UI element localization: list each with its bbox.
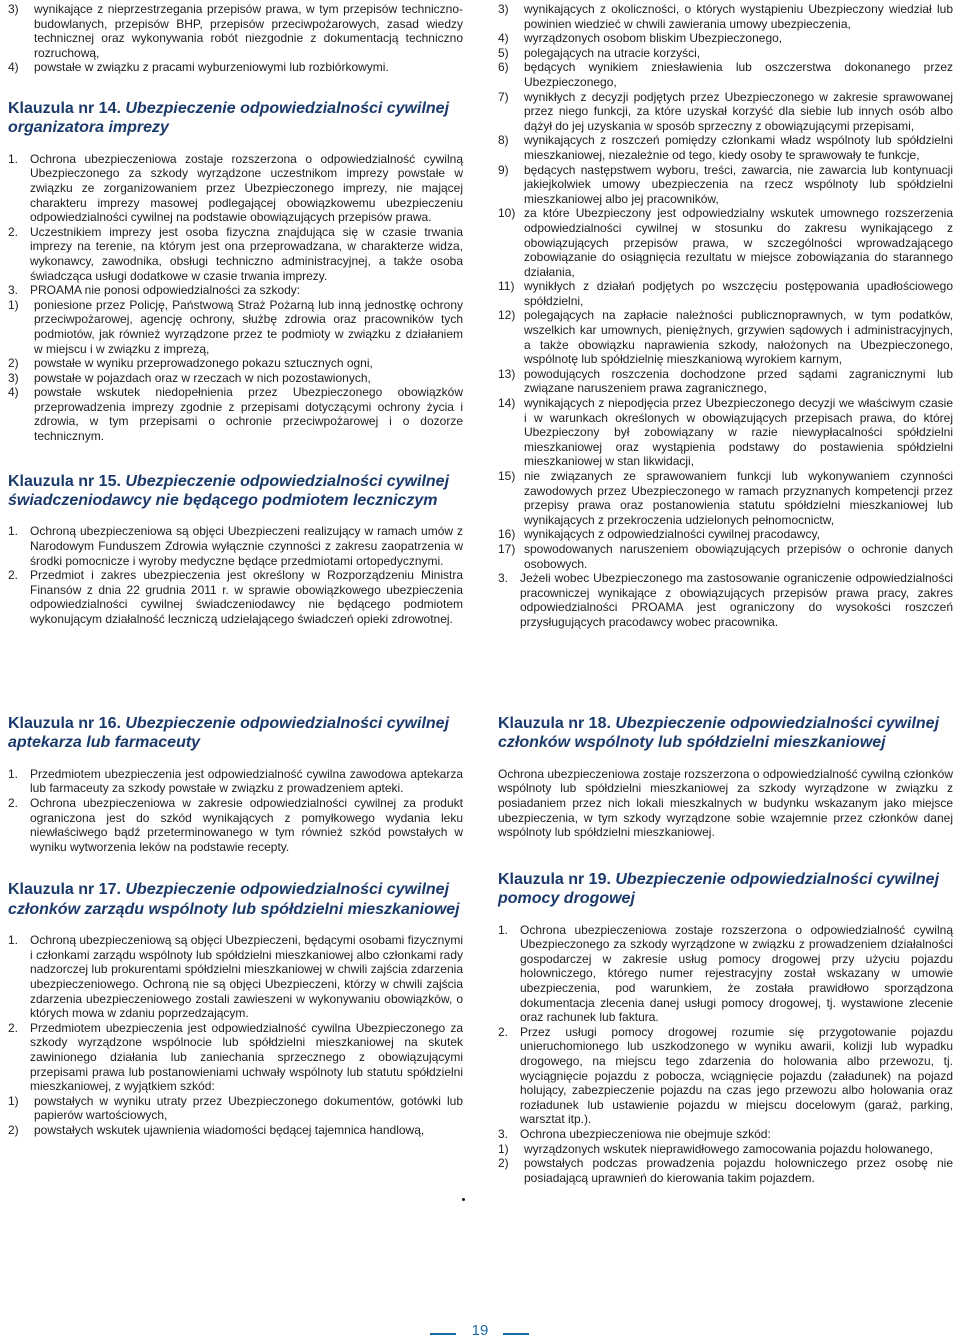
clause-16-heading: Klauzula nr 16. Ubezpieczenie odpowiedzialności cywilnej aptekarza lub farmaceuty <box>8 715 450 752</box>
paragraph: 3. Ochrona ubezpieczeniowa nie obejmuje szkód: <box>498 1126 771 1141</box>
list-item: 4) powstałe wskutek niedopełnienia przez Ubezpieczonego obowiązków przeprowadzenia imprezy zgodnie z przepisami dotyczącymi ochrony życia i zdrowia, w tym przepisami o ochronie przeciwpożarowej i o dozorze technicznym. <box>8 385 463 444</box>
left-column-top <box>8 2 463 627</box>
left-column-bottom <box>8 714 463 1138</box>
list-item: 2) powstałych wskutek ujawnienia wiadomości będącej tajemnica handlową, <box>8 1122 425 1137</box>
list-item: 9) będących następstwem wyboru, treści, zawarcia, nie zawarcia lub kontynuacji jakiejkolwiek umowy ubezpieczenia na rzecz wspólnoty lub spółdzielni mieszkaniowej albo jej pracowników, <box>498 162 953 206</box>
paragraph: 3. PROAMA nie ponosi odpowiedzialności za szkody: <box>8 283 301 298</box>
paragraph: 1. Ochrona ubezpieczeniowa zostaje rozszerzona o odpowiedzialność cywilną Ubezpieczonego za szkody wyrządzone uczestnikom imprezy powstałe w związku ze zorganizowaniem przez Ubezpieczonego imprezy, nie mającej charakteru imprezy masowej podlegającej obowiązkowemu ubezpieczeniu odpowiedzialności cywilnej na podstawie obowiązujących przepisów prawa. <box>8 151 463 225</box>
list-item: 11) wynikłych z działań podjętych po wszczęciu postępowania upadłościowego spółdzielni, <box>498 279 953 308</box>
list-item: 4) wyrządzonych osobom bliskim Ubezpieczonego, <box>498 31 783 46</box>
paragraph: Ochrona ubezpieczeniowa zostaje rozszerzona o odpowiedzialność cywilną członków wspólnoty lub spółdzielni mieszkaniowej za szkody wyrządzone w związku z posiadaniem przez nich lokali mieszkalnych w budynku wskazanym jako miejsce ubezpieczenia, w tym szkody wyrządzone sobie wzajemnie przez członków danej wspólnoty lub spółdzielni mieszkaniowej. <box>498 766 953 840</box>
paragraph: 2. Ochrona ubezpieczeniowa w zakresie odpowiedzialności cywilnej za produkt ograniczona jest do szkód wynikających z pomyłkowego wydania leku niewłaściwego bądź przeterminowanego w tym również szkód powstałych w wyniku wytworzenia leków na podstawie recepty. <box>8 796 463 854</box>
right-column-top <box>498 2 953 630</box>
list-item: 3) wynikające z nieprzestrzegania przepisów prawa, w tym przepisów techniczno-budowlanych, przepisów BHP, przepisów przeciwpożarowych, zasad wiedzy technicznej oraz wykonywania robót niezgodnie z dokumentacją techniczno rozruchową, <box>8 2 463 60</box>
paragraph: 1. Ochroną ubezpieczeniową są objęci Ubezpieczeni, będącymi osobami fizycznymi i członkami zarządu wspólnoty lub spółdzielni mieszkaniowej albo członkami rady nadzorczej lub prokurentami spółdzielni mieszkaniowej w chwili zajścia zdarzenia ubezpieczeniowego. Ochroną nie są objęci Ubezpieczeni, którzy w chwili zajścia zdarzenia ubezpieczeniowego zostali zawieszeni w wykonywaniu obowiązków, o których mowa w zdaniu poprzedzającym. <box>8 933 463 1021</box>
list-item: 8) wynikających z roszczeń pomiędzy członkami władz wspólnoty lub spółdzielni mieszkaniowej, niezależnie od tego, kiedy osoby te sprawowały te funkcje, <box>498 133 953 162</box>
list-item: 10) za które Ubezpieczony jest odpowiedzialny wskutek umownego rozszerzenia odpowiedzialności cywilnej w stosunku do zakresu wynikającego z obowiązujących przepisów prawa, w szczególności wprowadzającego zobowiązanie do osiągnięcia rezultatu w miejsce zobowiązania do starannego działania, <box>498 206 953 279</box>
paragraph: 2. Przez usługi pomocy drogowej rozumie się przygotowanie pojazdu unieruchomionego lub uszkodzonego w wyniku awarii, kolizji lub wypadku drogowego, na miejscu tego zdarzenia do holowania albo przewozu, tj. wyciągnięcie pojazdu z pobocza, wciągnięcie pojazdu (załadunek) na pojazd holujący, zabezpieczenie pojazdu na czas jego przewozu albo holowania oraz rozładunek lub ustawienie pojazdu w miejscu docelowym (garaż, parking, warsztat itp.). <box>498 1024 953 1127</box>
list-item: 3) powstałe w pojazdach oraz w rzeczach w nich pozostawionych, <box>8 370 371 385</box>
paragraph: 2. Uczestnikiem imprezy jest osoba fizyczna znajdująca się w czasie trwania imprezy na terenie, na którym jest ona przeprowadzana, w charakterze widza, wykonawcy, zawodnika, obsługi techniczno administracyjnej, a także osoba świadcząca usługi dodatkowe w czasie trwania imprezy. <box>8 224 463 283</box>
paragraph: 2. Przedmiotem ubezpieczenia jest odpowiedzialność cywilna Ubezpieczonego za szkody wyrządzone wspólnocie lub spółdzielni mieszkaniowej na skutek zawinionego działania lub zaniechania sprzecznego z obowiązującymi przepisami prawa lub postanowieniami uchwały wspólnoty lub statutu spółdzielni mieszkaniowej, z wyjątkiem szkód: <box>8 1020 463 1094</box>
list-item: 12) polegających na zapłacie należności publicznoprawnych, w tym podatków, wszelkich kar umownych, pieniężnych, grzywien sądowych i administracyjnych, a także obowiązku naprawienia szkody, nałożonych na Ubezpieczonego, wspólnotę lub spółdzielnię mieszkaniową wyrokiem karnym, <box>498 308 953 367</box>
list-item: 6) będących wynikiem zniesławienia lub oszczerstwa dokonanego przez Ubezpieczonego, <box>498 60 953 89</box>
footer-rule-left <box>430 1333 456 1335</box>
list-item: 1) powstałych w wyniku utraty przez Ubezpieczonego dokumentów, gotówki lub papierów wartościowych, <box>8 1093 463 1123</box>
list-item: 16) wynikających z odpowiedzialności cywilnej pracodawcy, <box>498 527 820 542</box>
list-item: 13) powodujących roszczenia dochodzone przed sądami zagranicznymi lub związane naruszeniem prawa zagranicznego, <box>498 366 953 396</box>
list-item: 5) polegających na utracie korzyści, <box>498 45 701 60</box>
list-item: 3) wynikających z okoliczności, o których wystąpieniu Ubezpieczony wiedział lub powinien wiedzieć w chwili zawierania umowy ubezpieczenia, <box>498 2 953 31</box>
list-item: 17) spowodowanych naruszeniem obowiązujących przepisów o ochronie danych osobowych. <box>498 541 953 571</box>
list-item: 2) powstałych podczas prowadzenia pojazdu holowniczego przez osobę nie posiadającą uprawnień do kierowania takim pojazdem. <box>498 1156 953 1185</box>
list-item: 4) powstałe w związku z pracami wyburzeniowymi lub rozbiórkowymi. <box>8 60 389 75</box>
paragraph: 2. Przedmiot i zakres ubezpieczenia jest określony w Rozporządzeniu Ministra Finansów z dnia 22 grudnia 2011 r. w sprawie obowiązkowego ubezpieczenia odpowiedzialności cywilnej świadczeniodawcy nie będącego podmiotem wykonującym działalność leczniczą udzielającego świadczeń opieki zdrowotnej. <box>8 568 463 627</box>
clause-18-heading: Klauzula nr 18. Ubezpieczenie odpowiedzialności cywilnej członków wspólnoty lub spółdzielni mieszkaniowej <box>498 715 940 752</box>
page-footer <box>0 1320 960 1340</box>
list-item: 1) wyrządzonych wskutek nieprawidłowego zamocowania pojazdu holowanego, <box>498 1141 933 1156</box>
clause-15-heading: Klauzula nr 15. Ubezpieczenie odpowiedzialności cywilnej świadczeniodawcy nie będącego podmiotem leczniczym <box>8 472 450 510</box>
clause-14-heading: Klauzula nr 14. Ubezpieczenie odpowiedzialności cywilnej organizatora imprezy <box>8 99 450 137</box>
list-item: 15) nie związanych ze sprawowaniem funkcji lub wykonywaniem czynności zawodowych przez Ubezpieczonego w ramach przyznanych kompetencji przez przepisy prawa oraz postanowienia statutu spółdzielni mieszkaniowej lub wynikających z przekroczenia udzielonych pełnomocnictw, <box>498 469 953 527</box>
stray-dot <box>462 1198 465 1201</box>
paragraph: 1. Przedmiotem ubezpieczenia jest odpowiedzialność cywilna zawodowa aptekarza lub farmaceuty za szkody powstałe w związku z prowadzeniem apteki. <box>8 766 463 796</box>
list-item: 14) wynikających z niepodjęcia przez Ubezpieczonego decyzji we właściwym czasie i w warunkach określonych w obowiązujących przepisach prawa, do której Ubezpieczony był zobowiązany w razie niewypłacalności spółdzielni mieszkaniowej oraz wystąpienia podstawy do postawienia spółdzielni mieszkaniowej w stan likwidacji, <box>498 396 953 469</box>
paragraph: 1. Ochrona ubezpieczeniowa zostaje rozszerzona o odpowiedzialność cywilną Ubezpieczonego za szkody wyrządzone w związku z prowadzeniem działalności gospodarczej w zakresie usług pomocy drogowej przy użyciu pojazdu holowniczego, którego numer rejestracyjny został wskazany w umowie ubezpieczenia, pod warunkiem, że została prawidłowo sporządzona dokumentacja zlecenia danej usługi pomocy drogowej, tj. wystawione zlecenie oraz rachunek lub faktura. <box>498 922 953 1025</box>
list-item: 1) poniesione przez Policję, Państwową Straż Pożarną lub inną jednostkę ochrony przeciwpożarowej, agencję ochrony, służbę zdrowia oraz pracowników tych podmiotów, jak również wyrządzone przez te podmioty w związku z działaniem w miejscu i w związku z imprezą, <box>8 297 463 356</box>
clause-19-heading: Klauzula nr 19. Ubezpieczenie odpowiedzialności cywilnej pomocy drogowej <box>498 870 940 908</box>
paragraph: 3. Jeżeli wobec Ubezpieczonego ma zastosowanie ograniczenie odpowiedzialności pracowniczej wynikające z obowiązujących przepisów prawa pracy, zakres odpowiedzialności PROAMA jest ograniczony do wysokości roszczeń przysługujących pracodawcy wobec pracownika. <box>498 571 953 629</box>
paragraph: 1. Ochroną ubezpieczeniowa są objęci Ubezpieczeni realizujący w ramach umów z Narodowym Funduszem Zdrowia wyłącznie czynności z zakresu zaopatrzenia w środki pomocnicze i wyroby medyczne będące przedmiotami ortopedycznymi. <box>8 524 463 568</box>
list-item: 2) powstałe w wyniku przeprowadzonego pokazu sztucznych ogni, <box>8 356 373 371</box>
page-number: 19 <box>471 1322 489 1339</box>
right-column-bottom <box>498 714 953 1185</box>
clause-17-heading: Klauzula nr 17. Ubezpieczenie odpowiedzialności cywilnej członków zarządu wspólnoty lub spółdzielni mieszkaniowej <box>8 881 460 918</box>
footer-rule-right <box>503 1333 529 1335</box>
list-item: 7) wynikłych z decyzji podjętych przez Ubezpieczonego w zakresie sprawowanej przez niego funkcji, za które uzyskał korzyść dla siebie lub innych osób albo dążył do jej uzyskania w sposób sprzeczny z obowiązującymi przepisami, <box>498 89 953 133</box>
